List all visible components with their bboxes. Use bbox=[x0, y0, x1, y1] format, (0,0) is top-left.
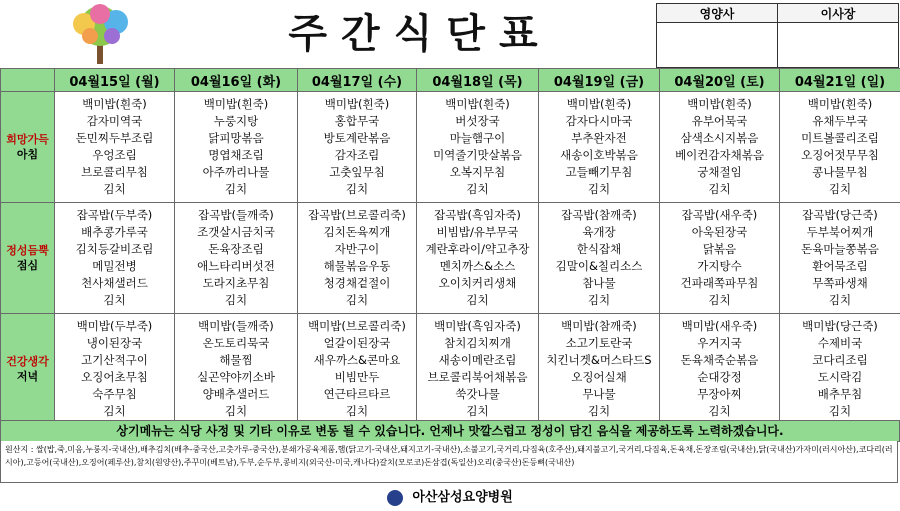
menu-item: 브로콜리무침 bbox=[81, 165, 148, 179]
menu-item: 김치 bbox=[828, 293, 852, 307]
menu-item: 감자조림 bbox=[334, 148, 380, 162]
menu-cell bbox=[55, 314, 175, 425]
menu-item: 소고기토란국 bbox=[565, 336, 633, 350]
menu-item: 오징어초무침 bbox=[81, 370, 148, 384]
approval-box bbox=[656, 3, 899, 68]
menu-item: 수제비국 bbox=[817, 336, 863, 350]
menu-item: 김치 bbox=[224, 404, 248, 418]
menu-item: 김치 bbox=[345, 404, 369, 418]
notice-banner: 상기메뉴는 식당 사정 및 기타 이유로 변동 될 수 있습니다. 언제나 맛깔스럽고 정성이 담긴 음식을 제공하도록 노력하겠습니다. bbox=[0, 420, 900, 442]
menu-item: 천사채샐러드 bbox=[81, 276, 148, 290]
day-header: 04월18일 (목) bbox=[417, 69, 539, 92]
menu-item: 고춧잎무침 bbox=[329, 165, 385, 179]
meal-row bbox=[1, 203, 900, 314]
day-header: 04월21일 (일) bbox=[780, 69, 900, 92]
menu-item: 오징어실채 bbox=[571, 370, 627, 384]
hospital-logo-icon bbox=[387, 490, 403, 506]
menu-item: 감자다시마국 bbox=[565, 114, 633, 128]
menu-item: 비빔밥/유부무국 bbox=[436, 225, 519, 239]
menu-item: 백미밥(흰죽) bbox=[445, 97, 510, 111]
menu-item: 백미밥(흰죽) bbox=[566, 97, 632, 111]
menu-item: 콩나물무침 bbox=[812, 165, 868, 179]
menu-item: 오복지무침 bbox=[449, 165, 506, 179]
meal-label-line1: 건강생각 bbox=[6, 355, 49, 368]
menu-item: 백미밥(흑임자죽) bbox=[434, 319, 521, 333]
menu-body bbox=[1, 92, 900, 425]
menu-item: 연근타르타르 bbox=[323, 387, 391, 401]
day-header: 04월19일 (금) bbox=[539, 69, 660, 92]
menu-item: 김말이&칠리소스 bbox=[555, 259, 643, 273]
menu-item: 돈민찌두부조림 bbox=[75, 131, 154, 145]
menu-item: 새송이호박볶음 bbox=[560, 148, 638, 162]
menu-item: 쑥갓나물 bbox=[455, 387, 500, 401]
menu-item: 삼색소시지볶음 bbox=[680, 131, 759, 145]
meal-label bbox=[1, 92, 55, 203]
menu-item: 궁채절임 bbox=[697, 165, 742, 179]
menu-item: 한식잡채 bbox=[576, 242, 622, 256]
menu-item: 김치돈육찌개 bbox=[323, 225, 391, 239]
meal-label bbox=[1, 203, 55, 314]
menu-cell bbox=[780, 203, 900, 314]
meal-row bbox=[1, 314, 900, 425]
meal-row bbox=[1, 92, 900, 203]
menu-item: 백미밥(흰죽) bbox=[82, 97, 147, 111]
meal-label bbox=[1, 314, 55, 425]
menu-item: 잡곡밥(흑임자죽) bbox=[434, 208, 521, 222]
menu-item: 무장아찌 bbox=[697, 387, 742, 401]
menu-item: 오이치커리생채 bbox=[438, 276, 517, 290]
menu-item: 김치 bbox=[708, 293, 731, 307]
menu-item: 배추무침 bbox=[817, 387, 863, 401]
menu-item: 돈육채죽순볶음 bbox=[680, 353, 759, 367]
menu-cell bbox=[417, 92, 539, 203]
menu-cell bbox=[660, 203, 780, 314]
menu-item: 김치 bbox=[828, 182, 852, 196]
menu-item: 잡곡밥(참깨죽) bbox=[561, 208, 637, 222]
menu-cell bbox=[175, 314, 298, 425]
approval-sign-chairman bbox=[778, 23, 899, 68]
menu-item: 백미밥(참깨죽) bbox=[561, 319, 637, 333]
menu-item: 백미밥(흰죽) bbox=[687, 97, 752, 111]
menu-item: 청경채겉절이 bbox=[323, 276, 391, 290]
day-header-row bbox=[1, 69, 900, 92]
menu-item: 백미밥(당근죽) bbox=[802, 319, 878, 333]
menu-item: 잡곡밥(새우죽) bbox=[681, 208, 758, 222]
menu-item: 백미밥(흰죽) bbox=[324, 97, 390, 111]
menu-item: 해물볶음우동 bbox=[323, 259, 391, 273]
tree-logo-icon bbox=[62, 2, 138, 66]
menu-item: 미역줄기맛살볶음 bbox=[433, 148, 522, 162]
menu-item: 김치 bbox=[224, 182, 248, 196]
menu-cell bbox=[539, 314, 660, 425]
menu-cell bbox=[298, 203, 417, 314]
page-title: 주간식단표 bbox=[288, 11, 552, 57]
menu-item: 김치 bbox=[345, 182, 369, 196]
meal-label-line1: 정성듬뿍 bbox=[6, 244, 49, 257]
menu-item: 돈육마늘쫑볶음 bbox=[801, 242, 879, 256]
menu-cell bbox=[417, 314, 539, 425]
meal-label-line2: 저녁 bbox=[16, 370, 39, 383]
menu-item: 백미밥(흰죽) bbox=[807, 97, 873, 111]
corner-cell bbox=[1, 69, 55, 92]
menu-item: 김치 bbox=[466, 293, 489, 307]
menu-item: 김치 bbox=[587, 182, 611, 196]
menu-item: 김치 bbox=[466, 404, 489, 418]
hospital-name: 아산삼성요양병원 bbox=[412, 490, 513, 505]
menu-item: 환어묵조림 bbox=[812, 259, 868, 273]
menu-cell bbox=[780, 92, 900, 203]
menu-item: 우거지국 bbox=[697, 336, 742, 350]
approval-label-chairman: 이사장 bbox=[778, 4, 899, 23]
menu-item: 참치김치찌개 bbox=[444, 336, 511, 350]
menu-item: 버섯장국 bbox=[455, 114, 500, 128]
menu-cell bbox=[417, 203, 539, 314]
menu-item: 새우까스&콘마요 bbox=[313, 353, 401, 367]
menu-item: 김치 bbox=[224, 293, 248, 307]
menu-item: 백미밥(새우죽) bbox=[681, 319, 758, 333]
menu-item: 조갯살시금치국 bbox=[197, 225, 275, 239]
menu-item: 닭피망볶음 bbox=[208, 131, 264, 145]
menu-item: 치킨너겟&머스타드S bbox=[546, 353, 652, 367]
menu-cell bbox=[55, 92, 175, 203]
menu-item: 부추완자전 bbox=[571, 131, 627, 145]
menu-item: 김치 bbox=[828, 404, 852, 418]
menu-item: 김치 bbox=[103, 404, 126, 418]
menu-item: 도라지초무침 bbox=[202, 276, 270, 290]
menu-item: 명엽채조림 bbox=[208, 148, 264, 162]
footer bbox=[0, 484, 900, 511]
menu-item: 해물찜 bbox=[219, 353, 253, 367]
menu-item: 애느타리버섯전 bbox=[197, 259, 275, 273]
menu-cell bbox=[298, 314, 417, 425]
menu-item: 김치 bbox=[587, 293, 611, 307]
menu-cell bbox=[780, 314, 900, 425]
menu-item: 김치등갈비조림 bbox=[75, 242, 154, 256]
menu-item: 홍합무국 bbox=[334, 114, 380, 128]
menu-item: 잡곡밥(당근죽) bbox=[802, 208, 878, 222]
menu-item: 김치 bbox=[466, 182, 489, 196]
menu-item: 유채두부국 bbox=[812, 114, 868, 128]
menu-item: 양배추샐러드 bbox=[202, 387, 270, 401]
meal-label-line2: 점심 bbox=[16, 259, 39, 272]
menu-item: 메밀전병 bbox=[92, 259, 137, 273]
menu-item: 비빔만두 bbox=[334, 370, 380, 384]
menu-item: 숙주무침 bbox=[92, 387, 137, 401]
menu-item: 배추콩가루국 bbox=[81, 225, 148, 239]
menu-cell bbox=[660, 92, 780, 203]
menu-item: 닭볶음 bbox=[702, 242, 737, 256]
day-header: 04월17일 (수) bbox=[298, 69, 417, 92]
approval-sign-dietitian bbox=[657, 23, 778, 68]
meal-label-line1: 희망가득 bbox=[6, 133, 49, 146]
menu-item: 마늘햄구이 bbox=[449, 131, 506, 145]
menu-item: 참나물 bbox=[582, 276, 616, 290]
menu-item: 가지탕수 bbox=[697, 259, 742, 273]
menu-item: 자반구이 bbox=[334, 242, 380, 256]
menu-item: 잡곡밥(들깨죽) bbox=[198, 208, 274, 222]
menu-table bbox=[0, 68, 900, 425]
menu-item: 무쪽파생채 bbox=[812, 276, 868, 290]
menu-item: 브로콜리북어채볶음 bbox=[427, 370, 528, 384]
menu-cell bbox=[55, 203, 175, 314]
menu-item: 순대강정 bbox=[697, 370, 742, 384]
menu-item: 온도토리묵국 bbox=[202, 336, 270, 350]
menu-item: 도시락김 bbox=[817, 370, 863, 384]
menu-item: 감자미역국 bbox=[86, 114, 143, 128]
menu-item: 베이컨감자채볶음 bbox=[675, 148, 764, 162]
menu-cell bbox=[539, 203, 660, 314]
menu-item: 잡곡밥(브로콜리죽) bbox=[308, 208, 406, 222]
menu-item: 고기산적구이 bbox=[81, 353, 148, 367]
menu-item: 계란후라이/약고추장 bbox=[425, 242, 530, 256]
menu-item: 고들빼기무침 bbox=[565, 165, 633, 179]
menu-item: 잡곡밥(두부죽) bbox=[76, 208, 153, 222]
menu-item: 백미밥(두부죽) bbox=[76, 319, 153, 333]
day-header: 04월16일 (화) bbox=[175, 69, 298, 92]
menu-cell bbox=[660, 314, 780, 425]
menu-item: 실곤약야끼소바 bbox=[197, 370, 275, 384]
menu-item: 새송이메란조림 bbox=[438, 353, 517, 367]
menu-item: 오징어젓무무침 bbox=[801, 148, 879, 162]
menu-item: 김치 bbox=[708, 182, 731, 196]
menu-item: 김치 bbox=[103, 293, 126, 307]
menu-item: 얼갈이된장국 bbox=[323, 336, 391, 350]
menu-item: 우엉조림 bbox=[92, 148, 137, 162]
approval-label-dietitian: 영양사 bbox=[657, 4, 778, 23]
menu-cell bbox=[175, 203, 298, 314]
menu-item: 무나물 bbox=[582, 387, 616, 401]
menu-item: 백미밥(브로콜리죽) bbox=[308, 319, 406, 333]
day-header: 04월20일 (토) bbox=[660, 69, 780, 92]
menu-item: 김치 bbox=[587, 404, 611, 418]
menu-item: 유부어묵국 bbox=[691, 114, 748, 128]
menu-item: 멘치까스&소스 bbox=[439, 259, 516, 273]
menu-item: 육개장 bbox=[582, 225, 616, 239]
menu-item: 방토계란볶음 bbox=[323, 131, 391, 145]
menu-item: 코다리조림 bbox=[812, 353, 868, 367]
origin-info: 원산지 : 쌀(밥,죽,미음,누룽지-국내산),배추김치(배추-중국산,고춧가루-중국산),분쇄가공육제품,햄(닭고기-국내산,돼지고기-국내산),소불고기,국거리,다짐육(호주산),돼지불고기,국거리,다짐육,돈육채,돈장조림(국내산),닭(국내산)가자미(러시아산),코다리(러시아),고등어(국내산),오징어(페루산),참치(원양산),주꾸미(베트남),두부,순두부,콩비지(외국산-미국,캐나다)갈치(모로코)돈삼겹(독일산)오리(중국산)돈등뼈(국내산) bbox=[0, 441, 898, 483]
menu-item: 백미밥(들깨죽) bbox=[198, 319, 274, 333]
menu-item: 김치 bbox=[103, 182, 126, 196]
menu-item: 김치 bbox=[708, 404, 731, 418]
menu-cell bbox=[298, 92, 417, 203]
meal-label-line2: 아침 bbox=[16, 148, 39, 161]
header bbox=[0, 0, 900, 68]
menu-item: 냉이된장국 bbox=[86, 336, 143, 350]
menu-item: 돈육장조림 bbox=[208, 242, 264, 256]
menu-item: 건파래쪽파무침 bbox=[680, 276, 759, 290]
menu-item: 아주까리나물 bbox=[202, 165, 270, 179]
menu-item: 김치 bbox=[345, 293, 369, 307]
day-header: 04월15일 (월) bbox=[55, 69, 175, 92]
menu-item: 미트볼콜리조림 bbox=[801, 131, 879, 145]
menu-item: 백미밥(흰죽) bbox=[203, 97, 269, 111]
menu-item: 두부북어찌개 bbox=[806, 225, 874, 239]
menu-cell bbox=[175, 92, 298, 203]
menu-item: 아욱된장국 bbox=[691, 225, 748, 239]
menu-item: 누룽지탕 bbox=[213, 114, 259, 128]
menu-cell bbox=[539, 92, 660, 203]
